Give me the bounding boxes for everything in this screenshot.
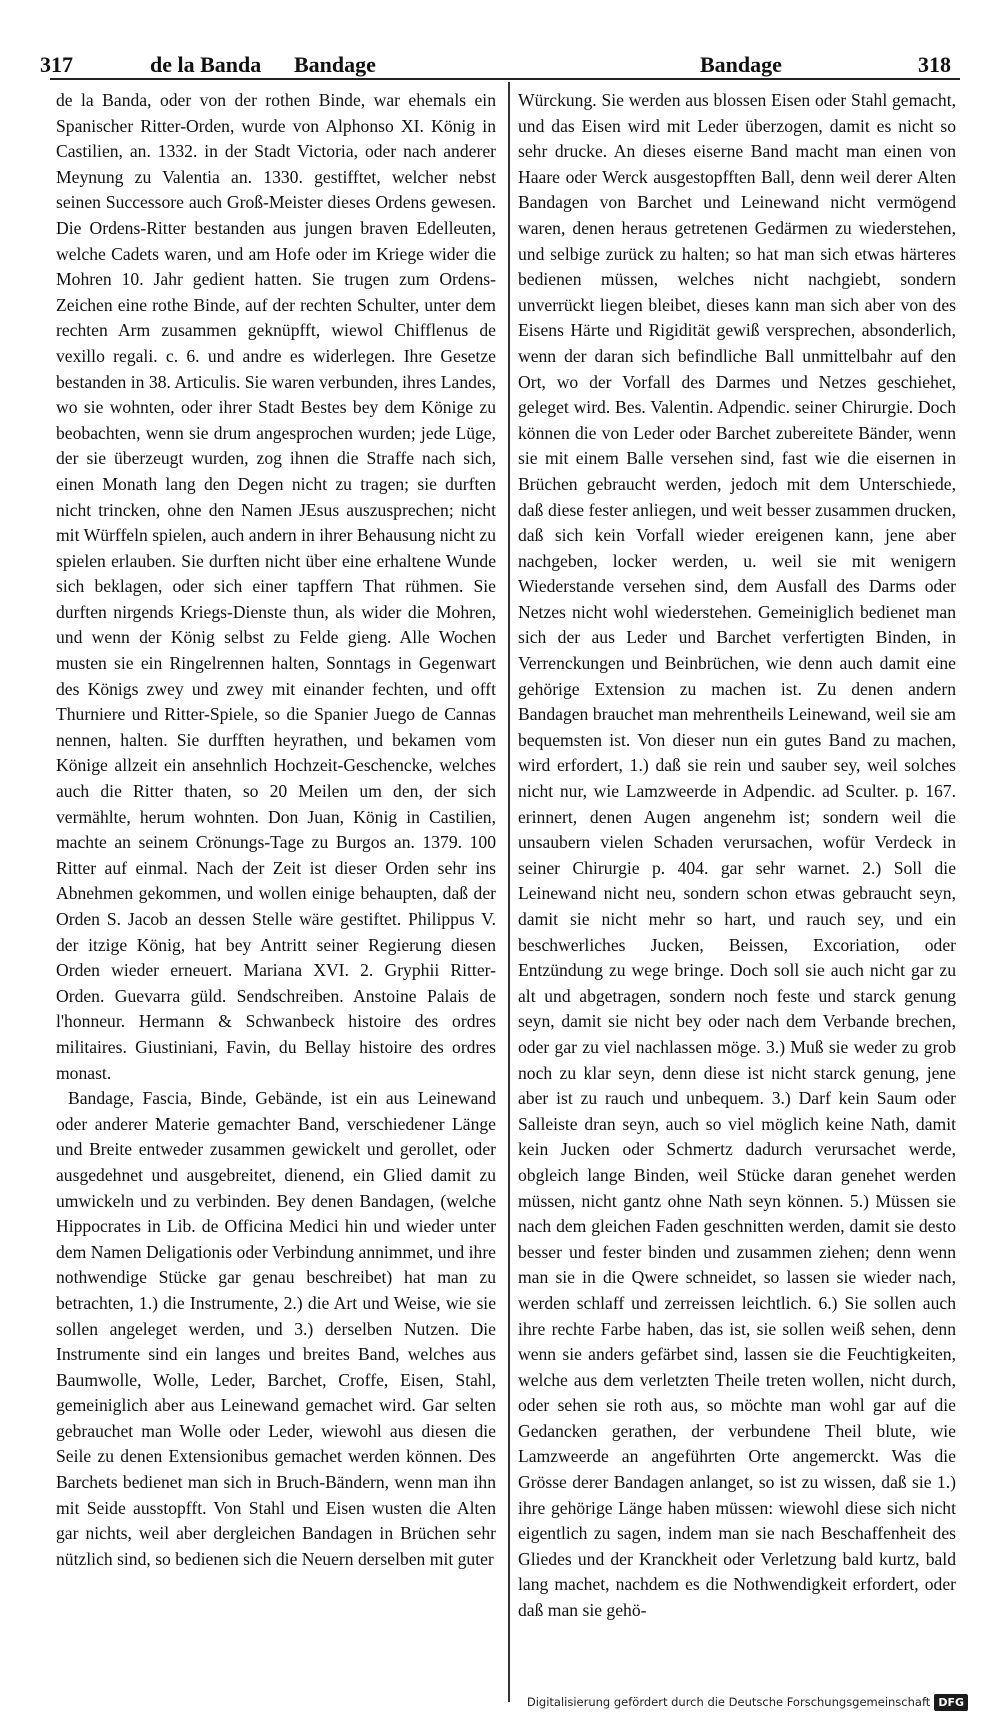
- paragraph-de-la-banda: de la Banda, oder von der rothen Binde, war ehemals ein Spanischer Ritter-Orden, wurde von Alphonso XI. König in Castilien, an. 1332. in der Stadt Victoria, oder nach anderer Meynung zu Valentia an. 1330. gestifftet, welcher nebst seinen Successore auch Groß-Meister dieses Ordens gewesen. Die Ordens-Ritter bestanden aus jungen braven Edelleuten, welche Cadets waren, und am Hofe oder im Kriege wider die Mohren 10. Jahr gedient hatten. Sie trugen zum Ordens-Zeichen eine rothe Binde, auf der rechten Schulter, unter dem rechten Arm zusammen geknüpfft, wiewol Chifflenus de vexillo regali. c. 6. und andre es widerlegen. Ihre Gesetze bestanden in 38. Articulis. Sie waren verbunden, ihres Landes, wo sie wohnten, oder ihrer Stadt Bestes bey dem Könige zu beobachten, wenn sie drum angesprochen wurden; jede Lüge, der sie überzeugt wurden, zog ihnen die Straffe nach sich, einen Monath lang den Degen nicht zu tragen; sie durften nicht trincken, ohne den Namen JEsus auszusprechen; nicht mit Würffeln spielen, auch andern in ihrer Behausung nicht zu spielen erlauben. Sie durften nicht über eine erhaltene Wunde sich beklagen, oder sich einer tapffern That rühmen. Sie durften nirgends Kriegs-Dienste thun, als wider die Mohren, und wenn der König selbst zu Felde gieng. Alle Wochen musten sie ein Ringelrennen halten, Sonntags in Gegenwart des Königs zwey und zwey mit einander fechten, und offt Thurniere und Ritter-Spiele, so die Spanier Juego de Cannas nennen, halten. Sie durfften heyrathen, und bekamen vom Könige allzeit ein ansehnlich Hochzeit-Geschencke, welches auch die Ritter thaten, so 20 Meilen um den, der sich vermählte, herum wohnten. Don Juan, König in Castilien, machte an seinem Crönungs-Tage zu Burgos an. 1379. 100 Ritter auf einmal. Nach der Zeit ist dieser Orden sehr ins Abnehmen gekommen, und wollen einige behaupten, daß der Orden S. Jacob an dessen Stelle wäre gestiftet. Philippus V. der itzige König, hat bey Antritt seiner Regierung diesen Orden wieder erneuert. Mariana XVI. 2. Gryphii Ritter-Orden. Guevarra güld. Sendschreiben. Anstoine Palais de l'honneur. Hermann & Schwanbeck histoire des ordres militaires. Giustiniani, Favin, du Bellay histoire des ordres monast.: [56, 90, 496, 1083]
- page-header: [40, 44, 960, 78]
- column-rule: [508, 82, 510, 1702]
- running-head-left-1: de la Banda: [150, 52, 262, 77]
- running-head-left-2: Bandage: [294, 52, 376, 77]
- right-column: [518, 88, 956, 1624]
- paragraph-bandage-continued: Würckung. Sie werden aus blossen Eisen oder Stahl gemacht, und das Eisen wird mit Leder überzogen, damit es nicht so sehr drucke. An dieses eiserne Band macht man einen von Haare oder Werck ausgestopfften Ball, denn weil derer Alten Bandagen von Barchet und Leinewand nicht vermögend waren, denen heraus getretenen Gedärmen zu wiederstehen, und selbige zurück zu halten; so hat man sich etwas härteres bedienen müssen, welches nicht nachgiebt, sondern unverrückt liegen bleibet, dieses kann man sich aber von des Eisens Härte und Rigidität gewiß versprechen, absonderlich, wenn der daran sich befindliche Ball unmittelbahr auf den Ort, wo der Vorfall des Darmes und Netzes geschiehet, geleget wird. Bes. Valentin. Adpendic. seiner Chirurgie. Doch können die von Leder oder Barchet zubereitete Bänder, wenn sie mit einem Balle versehen sind, fast wie die eisernen in Brüchen gebraucht werden, jedoch mit dem Unterschiede, daß diese fester anliegen, und weit besser zusammen drucken, daß sich kein Vorfall wieder ereigenen kann, jene aber nachgeben, locker werden, u. weil sie mit wenigern Wiederstande versehen sind, dem Ausfall des Darms oder Netzes nicht wohl wiederstehen. Gemeiniglich bedienet man sich der aus Leder und Barchet verfertigten Binden, in Verrenckungen und Beinbrüchen, wie denn auch damit eine gehörige Extension zu machen ist. Zu denen andern Bandagen brauchet man mehrentheils Leinewand, weil sie am bequemsten ist. Von dieser nun ein gutes Band zu machen, wird erfordert, 1.) daß sie rein und sauber sey, weil solches nicht nur, wie Lamzweerde in Adpendic. ad Sculter. p. 167. erinnert, denen Augen angenehm ist; sondern weil die unsaubern vielen Schaden verursachen, wofür Verdeck in seiner Chirurgie p. 404. gar sehr warnet. 2.) Soll die Leinewand nicht neu, sondern schon etwas gebraucht seyn, damit sie nicht mehr so hart, und rauch sey, und ein beschwerliches Jucken, Beissen, Excoriation, oder Entzündung zu wege bringe. Doch soll sie auch nicht gar zu alt und abgetragen, sondern noch feste und starck genung seyn, damit sie nicht bey oder nach dem Verbande brechen, oder gar zu viel nachlassen möge. 3.) Muß sie weder zu grob noch zu klar seyn, denn diese ist nicht starck genung, jene aber ist zu rauch und unbequem. 3.) Darf kein Saum oder Salleiste dran seyn, auch so viel möglich keine Nath, damit kein Jucken oder Schmertz dadurch verursachet werde, obgleich lange Binden, weil Stücke daran genehet werden müssen, nicht gantz ohne Nath seyn können. 5.) Müssen sie nach dem gleichen Faden geschnitten werden, damit sie desto besser und fester binden und zusammen ziehen; denn wenn man sie in die Qwere schneidet, so lassen sie wieder nach, werden schlaff und zerreissen leichtlich. 6.) Sie sollen auch ihre rechte Farbe haben, das ist, sie sollen weiß sehen, denn wenn sie anders gefärbet sind, lassen sie die Feuchtigkeiten, welche aus dem verletzten Theile treten wollen, nicht durch, oder sehen sie roth aus, so möchte man wohl gar auf die Gedancken gerathen, der verbundene Theil blute, wie Lamzweerde an angeführten Orte angemerckt. Was die Grösse derer Bandagen anlanget, so ist zu wissen, daß sie 1.) ihre gehörige Länge haben müssen: wiewohl diese sich nicht eigentlich zu sagen, indem man sie nach Beschaffenheit des Gliedes und der Kranckheit oder Verletzung bald kurtz, bald lang machet, nachdem es die Nothwendigkeit erfordert, oder daß man sie gehö-: [518, 90, 956, 1621]
- page-number-right: 318: [918, 52, 951, 77]
- header-rule: [50, 78, 960, 80]
- running-head-right: Bandage: [700, 52, 782, 77]
- page-number-left: 317: [40, 52, 73, 77]
- footer-credit-text: Digitalisierung gefördert durch die Deutsche Forschungsgemeinschaft: [526, 1695, 931, 1709]
- dfg-logo-icon: DFG: [934, 1694, 968, 1711]
- left-column: [56, 88, 496, 1572]
- paragraph-bandage: Bandage, Fascia, Binde, Gebände, ist ein aus Leinewand oder anderer Materie gemachter Band, verschiedener Länge und Breite entweder zusammen gewickelt und gerollet, oder ausgedehnet und ausgebreitet, dienend, ein Glied damit zu umwickeln und zu verbinden. Bey denen Bandagen, (welche Hippocrates in Lib. de Officina Medici hin und wieder unter dem Namen Deligationis oder Verbindung annimmet, und ihre nothwendige Stücke gar genau beschreibet) hat man zu betrachten, 1.) die Instrumente, 2.) die Art und Weise, wie sie sollen angeleget werden, und 3.) derselben Nutzen. Die Instrumente sind ein langes und breites Band, welches aus Baumwolle, Wolle, Leder, Barchet, Croffe, Eisen, Stahl, gemeiniglich aber aus Leinewand gemachet wird. Gar selten gebrauchet man Wolle oder Leder, wiewohl aus diesen die Seile zu denen Extensionibus gemachet werden können. Des Barchets bedienet man sich in Bruch-Bändern, wenn man ihn mit Seide ausstopfft. Von Stahl und Eisen wusten die Alten gar nichts, weil aber dergleichen Bandagen in Brüchen sehr nützlich sind, so bedienen sich die Neuern derselben mit guter: [56, 1088, 496, 1569]
- digitization-footer: [527, 1690, 968, 1714]
